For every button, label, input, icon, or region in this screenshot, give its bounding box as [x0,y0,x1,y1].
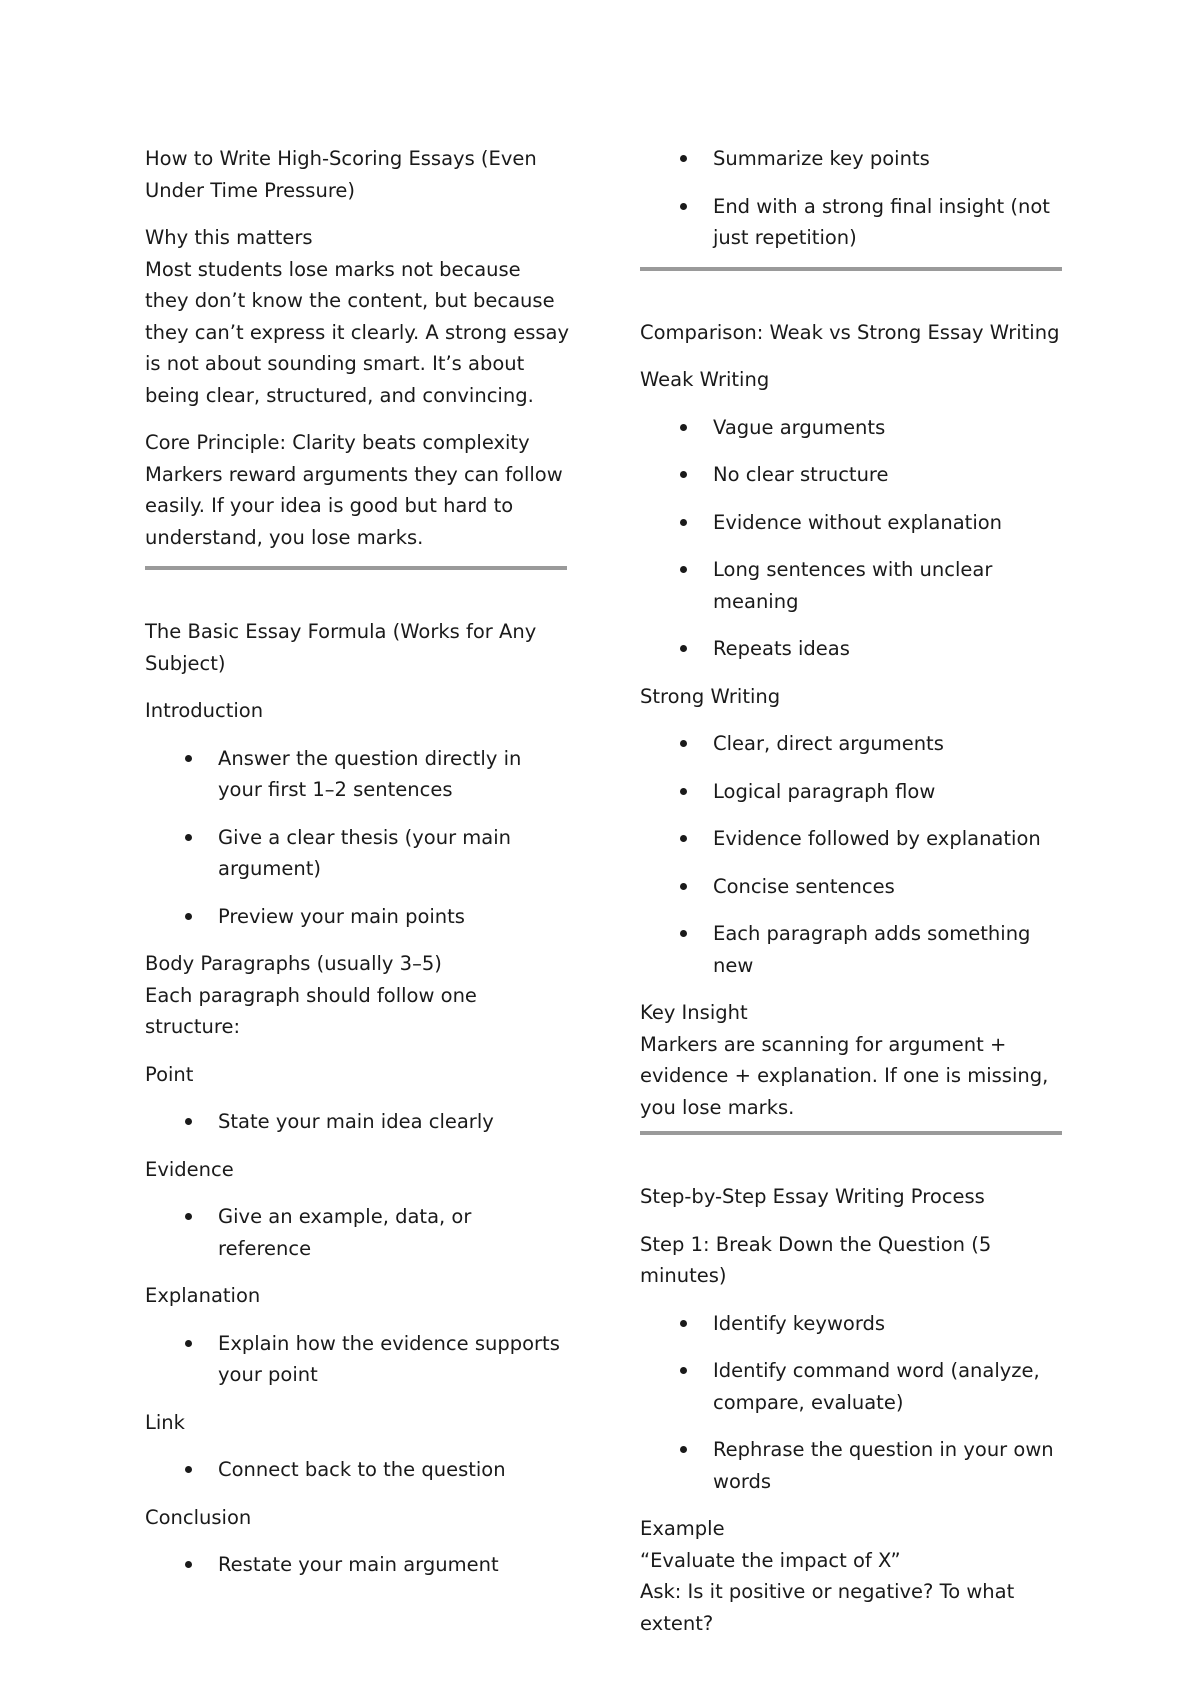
evidence-list [145,1201,570,1264]
insight-heading: Key Insight [640,1001,748,1024]
section-divider [145,566,567,570]
list-item: Vague arguments [640,412,1065,444]
bullet-icon [680,788,687,795]
bullet-icon [680,519,687,526]
conclusion-list [145,1549,570,1581]
bullet-icon [680,835,687,842]
list-item: Summarize key points [640,143,1065,175]
list-item: Long sentences with unclear meaning [640,554,1065,617]
list-item: Rephrase the question in your own words [640,1434,1065,1497]
list-item: State your main idea clearly [145,1106,570,1138]
step1-heading: Step 1: Break Down the Question (5 minutes) [640,1232,992,1287]
conclusion-heading: Conclusion [145,1505,252,1529]
left-column [145,143,570,1597]
example-heading: Example [640,1517,725,1540]
list-item: Repeats ideas [640,633,1065,665]
bullet-icon [185,755,192,762]
insight-text: Markers are scanning for argument + evidence + explanation. If one is missing, you lose marks. [640,1032,1049,1119]
example-quote: “Evaluate the impact of X” [640,1548,901,1572]
conclusion-list-continued [640,143,1065,254]
bullet-icon [185,834,192,841]
intro-list [145,743,570,933]
list-item: Logical paragraph flow [640,776,1065,808]
point-list [145,1106,570,1138]
list-item: Give an example, data, or reference [145,1201,570,1264]
weak-list [640,412,1065,665]
bullet-icon [185,1466,192,1473]
bullet-icon [185,1213,192,1220]
strong-list [640,728,1065,981]
bullet-icon [680,740,687,747]
list-item: Evidence followed by explanation [640,823,1065,855]
bullet-icon [185,1118,192,1125]
list-item: Identify command word (analyze, compare, evaluate) [640,1355,1065,1418]
explanation-list [145,1328,570,1391]
list-item: Restate your main argument [145,1549,570,1581]
bullet-icon [680,471,687,478]
bullet-icon [185,913,192,920]
intro-heading: Introduction [145,699,264,722]
bullet-icon [680,424,687,431]
list-item: Preview your main points [145,901,570,933]
evidence-heading: Evidence [145,1157,234,1181]
body-heading: Body Paragraphs (usually 3–5) [145,952,442,975]
bullet-icon [680,645,687,652]
point-heading: Point [145,1062,194,1086]
bullet-icon [680,1320,687,1327]
list-item: Concise sentences [640,871,1065,903]
bullet-icon [680,1446,687,1453]
explanation-heading: Explanation [145,1284,261,1307]
list-item: No clear structure [640,459,1065,491]
section-divider [640,267,1062,271]
bullet-icon [185,1561,192,1568]
list-item: Identify keywords [640,1308,1065,1340]
list-item: Clear, direct arguments [640,728,1065,760]
list-item: Answer the question directly in your first 1–2 sentences [145,743,570,806]
list-item: Explain how the evidence supports your point [145,1328,570,1391]
formula-title: The Basic Essay Formula (Works for Any Subject) [145,620,537,675]
why-heading: Why this matters [145,226,313,249]
doc-title: How to Write High-Scoring Essays (Even Under Time Pressure) [145,147,537,202]
link-list [145,1454,570,1486]
list-item: Connect back to the question [145,1454,570,1486]
bullet-icon [680,930,687,937]
comparison-title: Comparison: Weak vs Strong Essay Writing [640,320,1060,344]
bullet-icon [680,155,687,162]
link-heading: Link [145,1410,185,1434]
bullet-icon [680,566,687,573]
bullet-icon [680,203,687,210]
right-column [640,143,1065,1639]
example-ask: Ask: Is it positive or negative? To what extent? [640,1580,1015,1635]
step1-list [640,1308,1065,1498]
weak-heading: Weak Writing [640,368,770,391]
list-item: Each paragraph adds something new [640,918,1065,981]
why-text: Most students lose marks not because they don’t know the content, but because they can’t express it clearly. A strong essay is not about sounding smart. It’s about being clear, structured, and convincing. [145,257,570,407]
body-text: Each paragraph should follow one structure: [145,983,477,1038]
core-heading: Core Principle: Clarity beats complexity [145,431,530,454]
bullet-icon [185,1340,192,1347]
bullet-icon [680,883,687,890]
strong-heading: Strong Writing [640,684,781,708]
section-divider [640,1131,1062,1135]
process-title: Step-by-Step Essay Writing Process [640,1185,985,1208]
list-item: Evidence without explanation [640,507,1065,539]
bullet-icon [680,1367,687,1374]
list-item: End with a strong final insight (not just repetition) [640,191,1065,254]
list-item: Give a clear thesis (your main argument) [145,822,570,885]
core-text: Markers reward arguments they can follow easily. If your idea is good but hard to understand, you lose marks. [145,462,563,549]
